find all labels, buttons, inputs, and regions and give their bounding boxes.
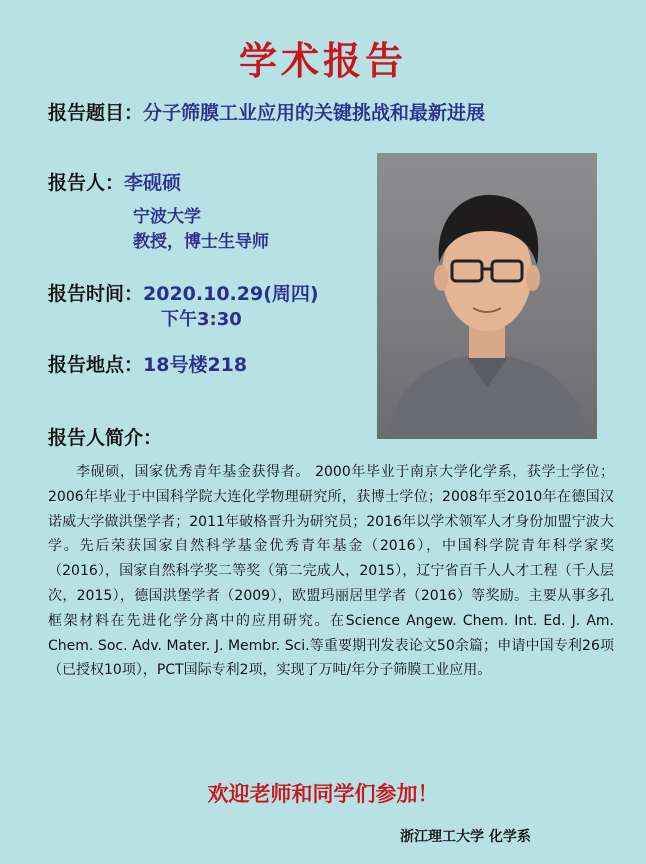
speaker-portrait-icon — [377, 153, 597, 439]
poster-title: 学术报告 — [238, 38, 407, 83]
speaker-row — [48, 168, 181, 195]
topic-row — [48, 98, 485, 125]
speaker-label: 报告人： — [48, 172, 125, 194]
speaker-bio — [48, 460, 614, 683]
time-date: 2020.10.29(周四) — [143, 283, 319, 305]
organizer: 浙江理工大学 化学系 — [400, 829, 531, 845]
speaker-position: 教授，博士生导师 — [133, 232, 269, 252]
welcome-message: 欢迎老师和同学们参加！ — [207, 782, 439, 806]
time-label: 报告时间： — [48, 283, 144, 305]
speaker-institution: 宁波大学 — [133, 207, 201, 227]
place-row — [48, 350, 247, 377]
time-row — [48, 279, 319, 306]
speaker-photo — [377, 153, 597, 439]
place-value: 18号楼218 — [143, 354, 248, 376]
speaker-affiliation — [133, 205, 269, 255]
time-clock: 下午3:30 — [161, 309, 242, 330]
speaker-name: 李砚硕 — [124, 172, 182, 194]
topic-value: 分子筛膜工业应用的关键挑战和最新进展 — [143, 102, 486, 124]
place-label: 报告地点： — [48, 354, 144, 376]
intro-heading: 报告人简介： — [48, 427, 163, 449]
bio-text: 李砚硕，国家优秀青年基金获得者。 2000年毕业于南京大学化学系，获学士学位；2006年毕业于中国科学院大连化学物理研究所，获博士学位；2008年至2010年在德国汉诺威大学做洪堡学者；2011年破格晋升为研究员；2016年以学术领军人才身份加盟宁波大学。先后荣获国家自然科学基金优秀青年基金（2016），中国科学院青年科学家奖（2016），国家自然科学奖二等奖（第二完成人，2015），辽宁省百千人人才工程（千人层次，2015），德国洪堡学者（2009），欧盟玛丽居里学者（2016）等奖励。主要从事多孔框架材料在先进化学分离中的应用研究。在Science Angew. Chem. Int. Ed. J. Am. Chem. Soc. Adv. Mater. J. Membr. Sci.等重要期刊发表论文50余篇；申请中国专利26项（已授权10项），PCT国际专利2项，实现了万吨/年分子筛膜工业应用。 — [48, 464, 614, 679]
topic-label: 报告题目： — [48, 102, 144, 124]
